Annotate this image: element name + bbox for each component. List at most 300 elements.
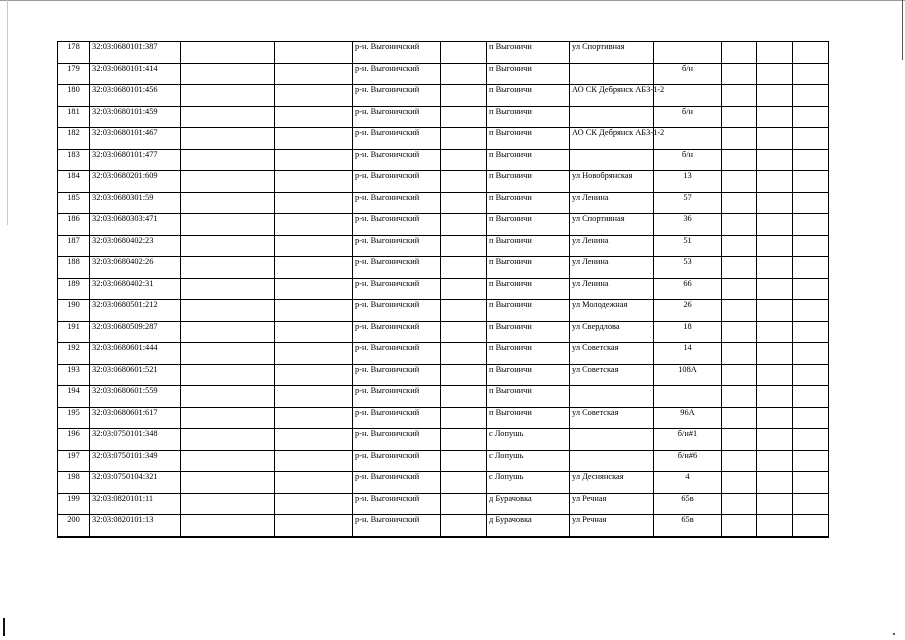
table-row [58,106,829,128]
cadastral-number: 32:03:0750101:349 [90,450,181,472]
row-number: 184 [58,171,90,193]
row-number: 180 [58,85,90,107]
district-cell: р-н. Выгоничский [353,171,441,193]
empty-cell [722,450,757,472]
district-cell: р-н. Выгоничский [353,429,441,451]
table-row [58,364,829,386]
row-number: 178 [58,42,90,64]
empty-cell [793,364,829,386]
house-cell: 65в [654,515,722,537]
empty-cell [275,472,353,494]
table-row [58,386,829,408]
row-number: 179 [58,63,90,85]
empty-cell [793,128,829,150]
empty-cell [441,85,487,107]
empty-cell [757,429,793,451]
empty-cell [722,42,757,64]
street-cell: ул Новобрянская [570,171,654,193]
row-number: 182 [58,128,90,150]
cadastral-number: 32:03:0680101:467 [90,128,181,150]
empty-cell [275,42,353,64]
locality-cell: п Выгоничи [487,300,570,322]
street-cell: ул Ленина [570,278,654,300]
table-row [58,214,829,236]
house-cell: б/н [654,106,722,128]
empty-cell [757,343,793,365]
empty-cell [181,321,275,343]
empty-cell [793,515,829,537]
row-number: 200 [58,515,90,537]
empty-cell [722,321,757,343]
house-cell: 57 [654,192,722,214]
empty-cell [793,493,829,515]
district-cell: р-н. Выгоничский [353,300,441,322]
empty-cell [441,214,487,236]
empty-cell [441,42,487,64]
empty-cell [275,321,353,343]
empty-cell [441,106,487,128]
empty-cell [793,472,829,494]
empty-cell [757,493,793,515]
empty-cell [722,214,757,236]
empty-cell [757,42,793,64]
street-cell: ул Советская [570,364,654,386]
cadastral-number: 32:03:0680601:521 [90,364,181,386]
empty-cell [793,300,829,322]
table-row [58,257,829,279]
scan-edge-top [0,0,905,1]
scan-edge-right [902,0,903,60]
empty-cell [441,429,487,451]
empty-cell [793,192,829,214]
empty-cell [757,364,793,386]
cadastral-number: 32:03:0680402:26 [90,257,181,279]
empty-cell [793,106,829,128]
empty-cell [275,192,353,214]
empty-cell [722,515,757,537]
empty-cell [181,235,275,257]
cadastral-number: 32:03:0680601:559 [90,386,181,408]
empty-cell [722,63,757,85]
empty-cell [441,472,487,494]
row-number: 199 [58,493,90,515]
row-number: 181 [58,106,90,128]
empty-cell [757,300,793,322]
empty-cell [722,493,757,515]
table-row [58,63,829,85]
empty-cell [181,192,275,214]
cadastral-number: 32:03:0750104:321 [90,472,181,494]
empty-cell [793,235,829,257]
table-body [58,42,829,537]
street-cell: ул Спортивная [570,214,654,236]
table-row [58,278,829,300]
empty-cell [757,171,793,193]
street-cell [570,450,654,472]
street-cell [570,429,654,451]
empty-cell [275,386,353,408]
locality-cell: п Выгоничи [487,386,570,408]
table-row [58,429,829,451]
empty-cell [757,128,793,150]
district-cell: р-н. Выгоничский [353,364,441,386]
empty-cell [793,407,829,429]
empty-cell [275,493,353,515]
empty-cell [793,278,829,300]
empty-cell [793,214,829,236]
house-cell: 4 [654,472,722,494]
empty-cell [722,257,757,279]
row-number: 185 [58,192,90,214]
locality-cell: п Выгоничи [487,364,570,386]
street-cell: ул Спортивная [570,42,654,64]
cadastral-number: 32:03:0680101:414 [90,63,181,85]
table-row [58,407,829,429]
empty-cell [722,192,757,214]
empty-cell [181,214,275,236]
empty-cell [757,214,793,236]
district-cell: р-н. Выгоничский [353,128,441,150]
empty-cell [181,300,275,322]
row-number: 191 [58,321,90,343]
empty-cell [181,429,275,451]
district-cell: р-н. Выгоничский [353,63,441,85]
empty-cell [441,171,487,193]
locality-cell: п Выгоничи [487,149,570,171]
locality-cell: п Выгоничи [487,106,570,128]
empty-cell [793,149,829,171]
table-row [58,472,829,494]
house-cell: 51 [654,235,722,257]
empty-cell [181,171,275,193]
empty-cell [441,515,487,537]
house-cell: 18 [654,321,722,343]
locality-cell: п Выгоничи [487,407,570,429]
district-cell: р-н. Выгоничский [353,235,441,257]
row-number: 188 [58,257,90,279]
district-cell: р-н. Выгоничский [353,106,441,128]
empty-cell [757,106,793,128]
empty-cell [275,171,353,193]
cadastral-number: 32:03:0820101:13 [90,515,181,537]
street-cell: ул Ленина [570,192,654,214]
house-cell: 26 [654,300,722,322]
street-cell: ул Молодежная [570,300,654,322]
house-cell: 14 [654,343,722,365]
row-number: 194 [58,386,90,408]
table-row [58,450,829,472]
locality-cell: с Лопушь [487,450,570,472]
cadastral-number: 32:03:0680101:459 [90,106,181,128]
empty-cell [275,364,353,386]
empty-cell [275,85,353,107]
district-cell: р-н. Выгоничский [353,472,441,494]
empty-cell [793,63,829,85]
house-cell: б/н [654,149,722,171]
scan-mark [3,618,5,636]
row-number: 190 [58,300,90,322]
empty-cell [441,450,487,472]
empty-cell [722,106,757,128]
empty-cell [181,407,275,429]
scan-dot [893,633,895,635]
empty-cell [275,128,353,150]
house-cell: б/н [654,63,722,85]
empty-cell [441,278,487,300]
street-cell: ул Ленина [570,235,654,257]
table-row [58,149,829,171]
empty-cell [722,407,757,429]
table-row [58,343,829,365]
house-cell [654,386,722,408]
house-cell: 66 [654,278,722,300]
district-cell: р-н. Выгоничский [353,386,441,408]
empty-cell [793,257,829,279]
empty-cell [441,192,487,214]
locality-cell: д Бурачовка [487,515,570,537]
district-cell: р-н. Выгоничский [353,278,441,300]
locality-cell: п Выгоничи [487,257,570,279]
empty-cell [441,300,487,322]
locality-cell: п Выгоничи [487,171,570,193]
empty-cell [441,149,487,171]
locality-cell: п Выгоничи [487,63,570,85]
row-number: 183 [58,149,90,171]
empty-cell [757,450,793,472]
cadastral-number: 32:03:0750101:348 [90,429,181,451]
district-cell: р-н. Выгоничский [353,515,441,537]
empty-cell [793,85,829,107]
locality-cell: д Бурачовка [487,493,570,515]
empty-cell [181,450,275,472]
locality-cell: п Выгоничи [487,214,570,236]
empty-cell [181,63,275,85]
cadastral-number: 32:03:0820101:11 [90,493,181,515]
empty-cell [757,235,793,257]
scan-edge-left [7,0,8,225]
street-cell [570,106,654,128]
row-number: 196 [58,429,90,451]
locality-cell: п Выгоничи [487,343,570,365]
empty-cell [275,343,353,365]
house-cell: 53 [654,257,722,279]
empty-cell [275,149,353,171]
district-cell: р-н. Выгоничский [353,493,441,515]
empty-cell [275,235,353,257]
empty-cell [181,472,275,494]
empty-cell [757,386,793,408]
empty-cell [722,128,757,150]
table-row [58,128,829,150]
street-cell: ул Речная [570,515,654,537]
district-cell: р-н. Выгоничский [353,407,441,429]
street-cell: ул Советская [570,343,654,365]
empty-cell [757,192,793,214]
district-cell: р-н. Выгоничский [353,85,441,107]
empty-cell [722,235,757,257]
district-cell: р-н. Выгоничский [353,450,441,472]
empty-cell [793,343,829,365]
empty-cell [441,63,487,85]
empty-cell [275,63,353,85]
empty-cell [793,386,829,408]
empty-cell [181,106,275,128]
row-number: 192 [58,343,90,365]
row-number: 187 [58,235,90,257]
street-cell: ул Свердлова [570,321,654,343]
table-row [58,171,829,193]
district-cell: р-н. Выгоничский [353,257,441,279]
locality-cell: п Выгоничи [487,192,570,214]
row-number: 197 [58,450,90,472]
empty-cell [722,300,757,322]
empty-cell [793,429,829,451]
empty-cell [757,85,793,107]
empty-cell [441,321,487,343]
empty-cell [722,278,757,300]
street-cell: ул Советская [570,407,654,429]
empty-cell [757,278,793,300]
empty-cell [441,407,487,429]
empty-cell [441,386,487,408]
registry-table [57,41,829,538]
district-cell: р-н. Выгоничский [353,214,441,236]
house-cell: б/н#1 [654,429,722,451]
empty-cell [181,128,275,150]
house-cell: 36 [654,214,722,236]
cadastral-number: 32:03:0680601:444 [90,343,181,365]
empty-cell [722,472,757,494]
street-cell: ул Речная [570,493,654,515]
locality-cell: с Лопушь [487,429,570,451]
empty-cell [722,364,757,386]
table-row [58,493,829,515]
district-cell: р-н. Выгоничский [353,321,441,343]
row-number: 189 [58,278,90,300]
empty-cell [757,257,793,279]
table-row [58,235,829,257]
empty-cell [757,407,793,429]
street-cell [570,149,654,171]
empty-cell [441,235,487,257]
district-cell: р-н. Выгоничский [353,192,441,214]
empty-cell [181,386,275,408]
street-cell [570,386,654,408]
locality-cell: п Выгоничи [487,235,570,257]
empty-cell [757,472,793,494]
empty-cell [181,364,275,386]
house-cell: 108А [654,364,722,386]
district-cell: р-н. Выгоничский [353,343,441,365]
cadastral-number: 32:03:0680201:609 [90,171,181,193]
district-cell: р-н. Выгоничский [353,42,441,64]
street-cell: ул Деснянская [570,472,654,494]
locality-cell: п Выгоничи [487,321,570,343]
row-number: 195 [58,407,90,429]
empty-cell [181,257,275,279]
table-row [58,42,829,64]
row-number: 198 [58,472,90,494]
cadastral-number: 32:03:0680301:59 [90,192,181,214]
cadastral-number: 32:03:0680101:387 [90,42,181,64]
empty-cell [757,515,793,537]
locality-cell: п Выгоничи [487,42,570,64]
empty-cell [757,149,793,171]
street-cell: АО СК Дебрянск АБЗ-1-2 [570,85,654,107]
cadastral-number: 32:03:0680601:617 [90,407,181,429]
empty-cell [793,42,829,64]
district-cell: р-н. Выгоничский [353,149,441,171]
empty-cell [722,171,757,193]
street-cell: АО СК Дебрянск АБЗ-1-2 [570,128,654,150]
locality-cell: п Выгоничи [487,278,570,300]
street-cell: ул Ленина [570,257,654,279]
locality-cell: п Выгоничи [487,85,570,107]
empty-cell [441,493,487,515]
empty-cell [722,429,757,451]
empty-cell [275,214,353,236]
table-row [58,515,829,537]
house-cell: 96А [654,407,722,429]
empty-cell [757,321,793,343]
empty-cell [181,515,275,537]
empty-cell [793,321,829,343]
empty-cell [757,63,793,85]
empty-cell [275,257,353,279]
empty-cell [181,85,275,107]
empty-cell [793,171,829,193]
table-row [58,321,829,343]
row-number: 186 [58,214,90,236]
house-cell: 65в [654,493,722,515]
empty-cell [275,278,353,300]
empty-cell [275,106,353,128]
empty-cell [275,450,353,472]
table-row [58,192,829,214]
cadastral-number: 32:03:0680101:456 [90,85,181,107]
empty-cell [181,149,275,171]
empty-cell [722,85,757,107]
empty-cell [441,364,487,386]
empty-cell [722,343,757,365]
cadastral-number: 32:03:0680101:477 [90,149,181,171]
house-cell: б/н#6 [654,450,722,472]
empty-cell [722,149,757,171]
empty-cell [441,257,487,279]
empty-cell [441,343,487,365]
empty-cell [722,386,757,408]
house-cell: 13 [654,171,722,193]
locality-cell: с Лопушь [487,472,570,494]
cadastral-number: 32:03:0680501:212 [90,300,181,322]
empty-cell [275,300,353,322]
empty-cell [181,343,275,365]
empty-cell [275,429,353,451]
empty-cell [181,278,275,300]
locality-cell: п Выгоничи [487,128,570,150]
table-row [58,300,829,322]
cadastral-number: 32:03:0680402:31 [90,278,181,300]
street-cell [570,63,654,85]
empty-cell [793,450,829,472]
empty-cell [275,515,353,537]
cadastral-number: 32:03:0680303:471 [90,214,181,236]
empty-cell [441,128,487,150]
empty-cell [181,42,275,64]
empty-cell [275,407,353,429]
row-number: 193 [58,364,90,386]
house-cell [654,42,722,64]
